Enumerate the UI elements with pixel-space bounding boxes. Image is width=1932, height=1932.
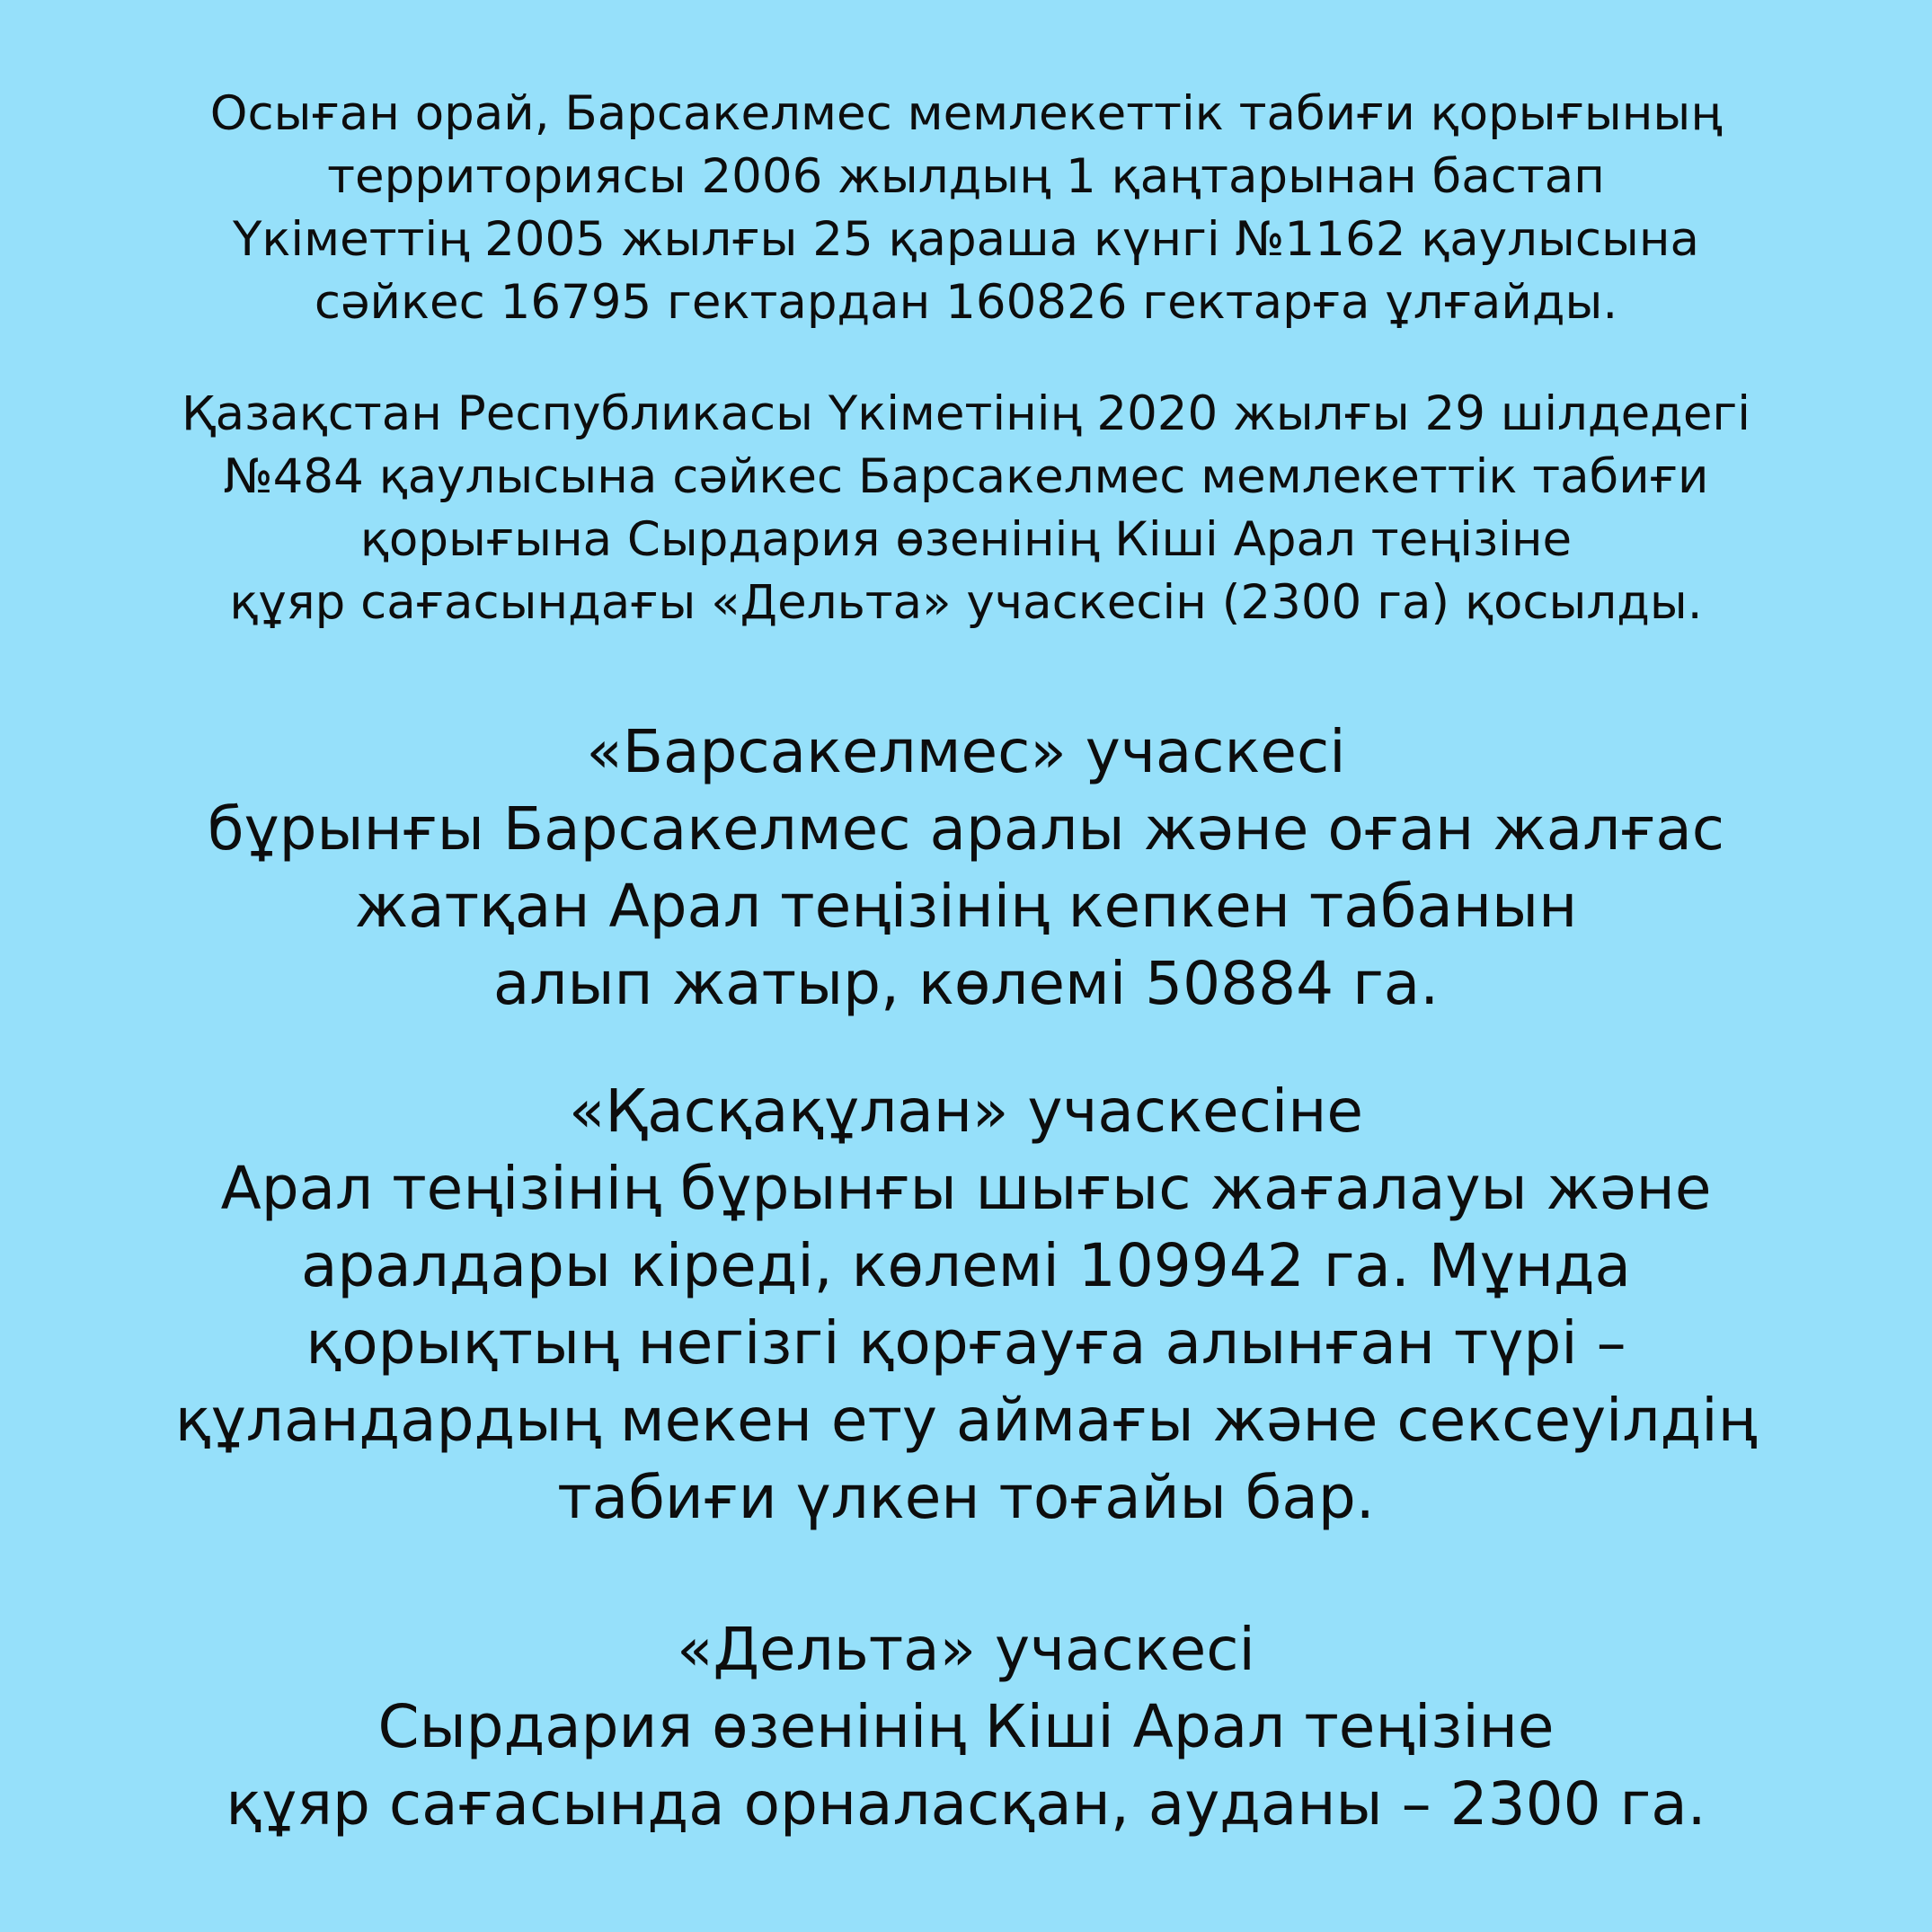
text-line: №484 қаулысына сәйкес Барсакелмес мемлекеттік табиғи [223, 449, 1709, 504]
text-line: аралдары кіреді, көлемі 109942 га. Мұнда [300, 1231, 1632, 1300]
text-line: жатқан Арал теңізінің кепкен табанын [354, 872, 1578, 941]
text-line: құяр сағасындағы «Дельта» учаскесін (2300 га) қосылды. [229, 575, 1703, 630]
section-kaskakulan-site [0, 1073, 1932, 1537]
text-line: Үкіметтің 2005 жылғы 25 қараша күнгі №1162 қаулысына [233, 212, 1699, 267]
text-line: қорықтың негізгі қорғауға алынған түрі – [306, 1308, 1626, 1378]
text-line: алып жатыр, көлемі 50884 га. [492, 949, 1440, 1018]
section-heading: «Барсакелмес» учаскесі [586, 717, 1346, 786]
text-line: құландардың мекен ету аймағы және сексеуілдің [174, 1386, 1758, 1455]
intro-paragraph-expansion [0, 83, 1932, 334]
text-line: қорығына Сырдария өзенінің Кіші Арал теңізіне [359, 512, 1573, 567]
text-line: Арал теңізінің бұрынғы шығыс жағалауы және [220, 1154, 1712, 1223]
intro-paragraph-delta-addition [0, 383, 1932, 634]
text-line: бұрынғы Барсакелмес аралы және оған жалғас [207, 794, 1725, 864]
text-line: территориясы 2006 жылдың 1 қаңтарынан бастап [327, 149, 1605, 204]
text-line: Қазақстан Республикасы Үкіметінің 2020 жылғы 29 шілдедегі [182, 386, 1750, 441]
section-heading: «Дельта» учаскесі [677, 1615, 1255, 1684]
section-heading: «Қасқақұлан» учаскесіне [569, 1077, 1363, 1146]
text-line: Осыған орай, Барсакелмес мемлекеттік табиғи қорығының [209, 86, 1723, 141]
text-line: сәйкес 16795 гектардан 160826 гектарға ұлғайды. [314, 275, 1618, 330]
section-delta-site [0, 1611, 1932, 1843]
text-line: табиғи үлкен тоғайы бар. [557, 1463, 1375, 1532]
text-line: құяр сағасында орналасқан, ауданы – 2300 га. [226, 1769, 1706, 1839]
section-barsakelmes-site [0, 713, 1932, 1023]
text-line: Сырдария өзенінің Кіші Арал теңізіне [377, 1692, 1555, 1761]
